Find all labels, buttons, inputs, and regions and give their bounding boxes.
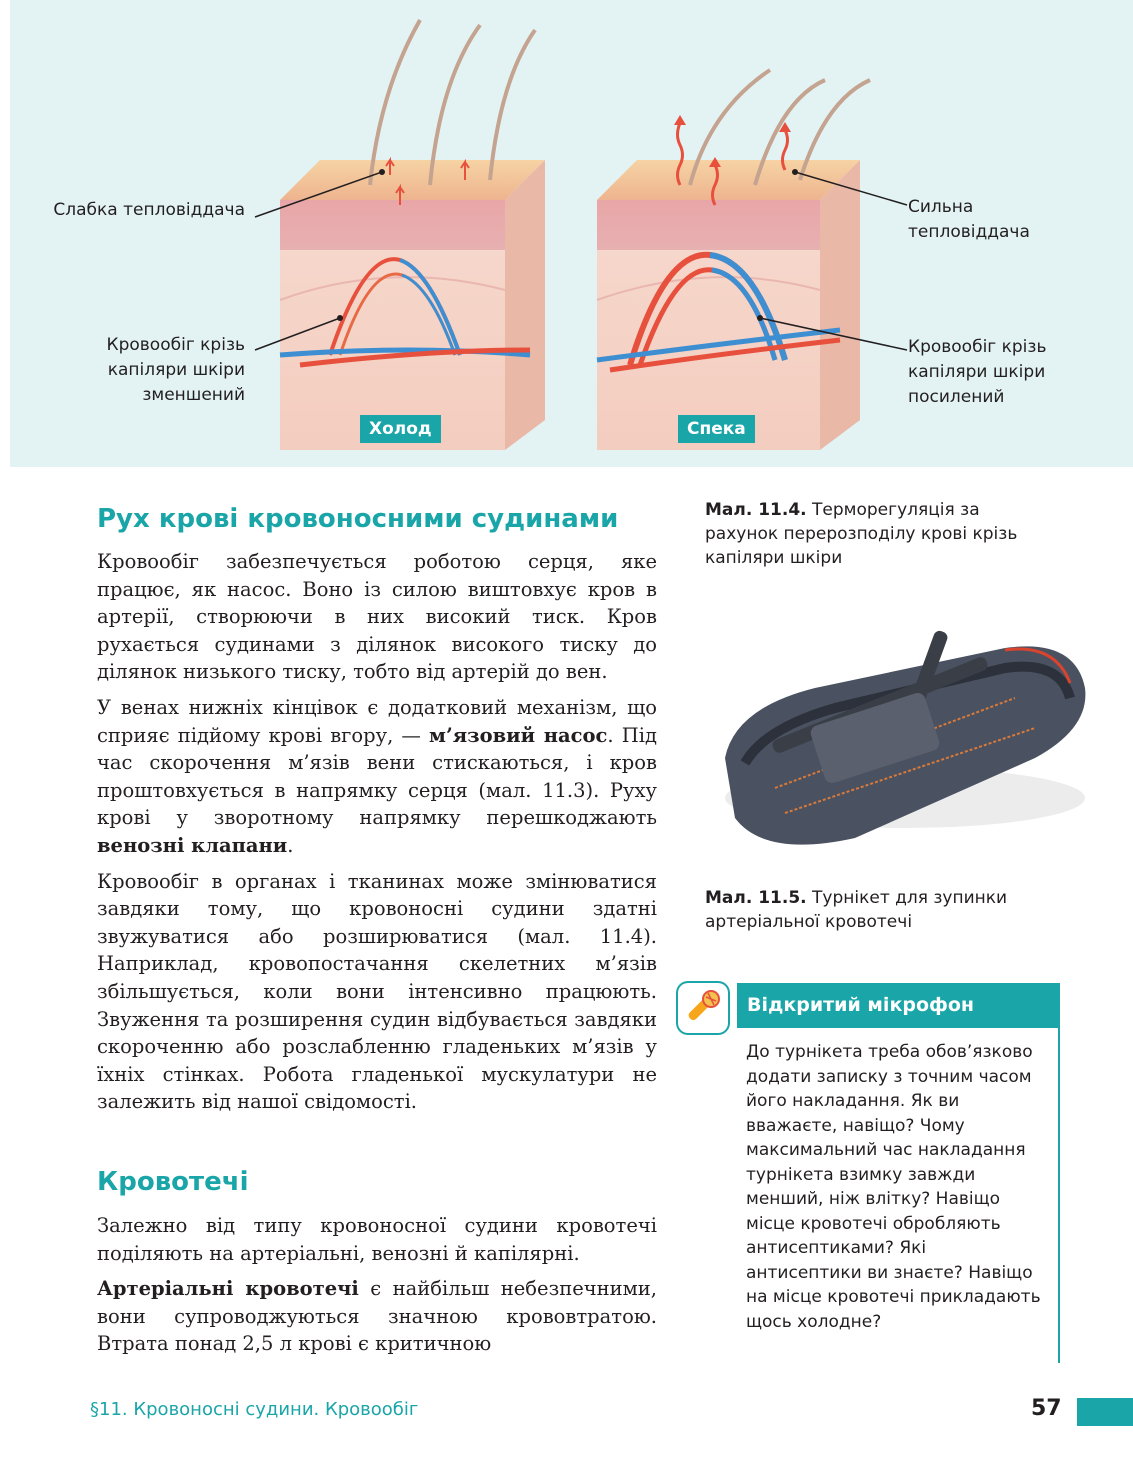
figure-panel xyxy=(10,0,1133,467)
figure-caption-11-4 xyxy=(705,498,1035,570)
paragraph: Кровообіг забезпечується роботою серця, яке працює, як насос. Воно із силою виштовхує кров в артерії, створюючи в них високий тиск. Кров рухається судинами з ділянок високого тиску до ділянок низького тиску, тобто від артерій до вен. xyxy=(97,550,657,684)
box-border xyxy=(1058,1028,1060,1363)
caption-number: Мал. 11.4. xyxy=(705,500,807,520)
label-strong-heat-loss: Сильна тепловіддача xyxy=(908,197,1030,242)
open-microphone-title: Відкритий мікрофон xyxy=(737,983,1060,1028)
figure-caption-11-5 xyxy=(705,886,1035,934)
label-increased-blood-flow: Кровообіг крізь капіляри шкіри посилений xyxy=(908,337,1047,407)
page-marker-bar xyxy=(1077,1398,1133,1426)
skin-block-heat xyxy=(597,70,907,450)
paragraph: Кровообіг в органах і тканинах може змінюватися завдяки тому, що кровоносні судини здатні звужуватися або розширюватися (мал. 11.4). Наприклад, кровопостачання скелетних м’язів збільшується, коли вони інтенсивно працюють. Звуження та розширення судин відбувається завдяки скороченню або розслабленню гладеньких м’язів у їхніх стінках. Робота гладенької мускулатури не залежить від нашої свідомості. xyxy=(97,869,657,1114)
label-reduced-blood-flow: Кровообіг крізь капіляри шкіри зменшений xyxy=(106,335,245,405)
paragraph: Залежно від типу кровоносної судини кровотечі поділяють на артеріальні, венозні й капілярні. xyxy=(97,1214,657,1265)
caption-number: Мал. 11.5. xyxy=(705,888,807,908)
tag-cold: Холод xyxy=(360,415,441,443)
section-title-bleeding: Кровотечі xyxy=(97,1167,249,1197)
open-microphone-text: До турнікета треба обов’язково додати записку з точним часом його накладання. Як ви вважаєте, навіщо? Чому максимальний час накладання турнікета взимку завжди менший, ніж влітку? Навіщо місце кровотечі обробляють антисептиками? Які антисептики ви знаєте? Навіщо на місце кровотечі прикладають щось холодне? xyxy=(746,1042,1041,1332)
tourniquet-photo xyxy=(705,588,1105,868)
tag-heat: Спека xyxy=(678,415,755,443)
label-weak-heat-loss: Слабка тепловіддача xyxy=(53,200,245,220)
open-microphone-box xyxy=(678,983,1060,1363)
caption-text: Терморегуляція за рахунок перерозподілу крові крізь капіляри шкіри xyxy=(705,500,1018,568)
footer-chapter: §11. Кровоносні судини. Кровообіг xyxy=(90,1399,419,1420)
page-number: 57 xyxy=(1031,1396,1062,1421)
section-1-body xyxy=(97,548,657,1124)
microphone-icon xyxy=(678,983,728,1033)
section-2-body xyxy=(97,1212,657,1366)
paragraph: Артеріальні кровотечі є найбільш небезпечними, вони супроводжуються значною крововтратою. Втрата понад 2,5 л крові є критичною xyxy=(97,1277,658,1356)
skin-block-cold xyxy=(255,20,545,450)
section-title-blood-movement: Рух крові кровоносними судинами xyxy=(97,504,619,534)
paragraph: У венах нижніх кінцівок є додатковий механізм, що сприяє підйому крові вгору, — м’язовий насос. Під час скорочення м’язів вени стискаються, і кров проштовхується в напрямку серця (мал. 11.3). Руху крові у зворотному напрямку перешкоджають венозні клапани. xyxy=(97,695,657,857)
caption-text: Турнікет для зупинки артеріальної кровотечі xyxy=(705,888,1008,932)
